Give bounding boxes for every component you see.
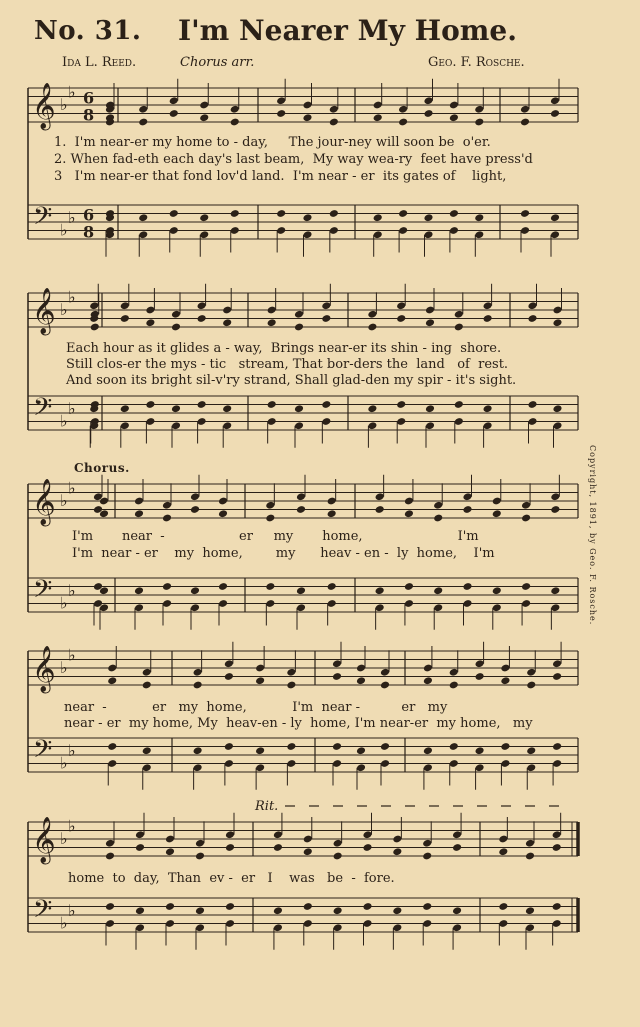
note-head: [449, 742, 459, 751]
note-head: [423, 213, 433, 222]
note-head: [552, 672, 562, 681]
note-head: [302, 113, 312, 122]
note-head: [199, 213, 209, 222]
note-head: [498, 847, 508, 856]
flat-icon: ♭: [68, 645, 76, 665]
note-head: [525, 906, 535, 915]
flat-icon: ♭: [68, 398, 76, 418]
note-head: [492, 509, 502, 518]
note-head: [422, 852, 432, 861]
note-head: [224, 742, 234, 751]
note-head: [449, 681, 459, 690]
flat-icon: ♭: [60, 220, 68, 240]
flat-icon: ♭: [68, 207, 76, 227]
note-head: [423, 676, 433, 685]
note-head: [138, 213, 148, 222]
note-head: [520, 209, 530, 218]
lyricist-credit: Ida L. Reed.: [62, 55, 137, 70]
note-head: [367, 404, 377, 413]
note-head: [273, 843, 283, 852]
time-signature: 6: [83, 205, 95, 225]
flat-icon: ♭: [60, 300, 68, 319]
note-head: [423, 109, 433, 118]
note-head: [483, 314, 493, 323]
flat-icon: ♭: [68, 287, 76, 307]
note-head: [296, 586, 306, 595]
note-head: [454, 400, 464, 409]
note-head: [165, 847, 175, 856]
note-head: [327, 509, 337, 518]
note-head: [474, 213, 484, 222]
note-head: [422, 902, 432, 911]
note-head: [550, 213, 560, 222]
copyright-notice: Copyright, 1891, by Geo. F. Rosche.: [588, 445, 597, 626]
chorus-line-1-upper: I'm near - er my home, I'm: [72, 529, 479, 544]
note-head: [380, 681, 390, 690]
note-head: [454, 323, 464, 332]
note-head: [134, 586, 144, 595]
note-head: [375, 505, 385, 514]
note-head: [404, 509, 414, 518]
note-head: [329, 209, 339, 218]
note-head: [373, 213, 383, 222]
note-head: [521, 582, 531, 591]
note-head: [423, 746, 433, 755]
note-head: [550, 109, 560, 118]
note-head: [526, 746, 536, 755]
note-head: [135, 843, 145, 852]
note-head: [525, 852, 535, 861]
note-head: [449, 113, 459, 122]
note-head: [396, 314, 406, 323]
note-head: [255, 676, 265, 685]
note-head: [398, 118, 408, 127]
ritardando-marking: Rit.: [255, 799, 279, 814]
time-signature: 8: [83, 222, 95, 242]
note-head: [392, 847, 402, 856]
note-head: [462, 505, 472, 514]
note-head: [134, 509, 144, 518]
note-head: [224, 672, 234, 681]
note-head: [492, 586, 502, 595]
note-head: [475, 672, 485, 681]
note-head: [527, 314, 537, 323]
flat-icon: ♭: [60, 753, 68, 773]
note-head: [373, 113, 383, 122]
note-head: [398, 209, 408, 218]
composer-credit: Geo. F. Rosche.: [428, 55, 525, 70]
verse-3-line-2: And soon its bright sil-v'ry strand, Shall glad-den my spir - it's sight.: [66, 373, 517, 388]
note-head: [286, 681, 296, 690]
note-head: [199, 113, 209, 122]
note-head: [171, 404, 181, 413]
note-head: [500, 676, 510, 685]
note-head: [329, 118, 339, 127]
verse-2-line-2: Still clos-er the mys - tic stream, That bor-ders the land of rest.: [66, 357, 509, 372]
note-head: [552, 318, 562, 327]
treble-clef-icon: 𝄞: [32, 83, 56, 129]
note-head: [265, 514, 275, 523]
note-head: [169, 109, 179, 118]
chorus-label: Chorus.: [74, 461, 130, 475]
note-head: [362, 902, 372, 911]
note-head: [286, 742, 296, 751]
flat-icon: ♭: [68, 82, 76, 102]
note-head: [332, 672, 342, 681]
note-head: [552, 902, 562, 911]
note-head: [333, 906, 343, 915]
note-head: [521, 514, 531, 523]
note-head: [190, 586, 200, 595]
flat-icon: ♭: [68, 816, 76, 836]
note-head: [193, 746, 203, 755]
note-head: [520, 118, 530, 127]
note-head: [218, 509, 228, 518]
note-head: [500, 742, 510, 751]
note-head: [475, 746, 485, 755]
note-head: [452, 843, 462, 852]
final-line: home to day, Than ev - er I was be - fore.: [68, 871, 395, 886]
note-head: [105, 852, 115, 861]
note-head: [321, 400, 331, 409]
note-head: [222, 318, 232, 327]
note-head: [392, 906, 402, 915]
time-signature: 8: [83, 105, 95, 125]
flat-icon: ♭: [60, 491, 68, 510]
note-head: [230, 209, 240, 218]
note-head: [225, 902, 235, 911]
treble-clef-icon: 𝄞: [32, 817, 56, 863]
bass-clef-icon: 𝄢: [33, 575, 53, 610]
note-head: [367, 323, 377, 332]
note-head: [218, 582, 228, 591]
flat-icon: ♭: [60, 95, 68, 114]
note-head: [193, 681, 203, 690]
note-head: [222, 404, 232, 413]
note-head: [197, 314, 207, 323]
flat-icon: ♭: [68, 580, 76, 600]
note-head: [452, 906, 462, 915]
note-head: [302, 213, 312, 222]
note-head: [105, 902, 115, 911]
note-head: [90, 323, 100, 332]
bass-clef-icon: 𝄢: [33, 202, 53, 237]
verse-1-line-2: Each hour as it glides a - way, Brings near-er its shin - ing shore.: [66, 341, 502, 356]
note-head: [527, 400, 537, 409]
note-head: [230, 118, 240, 127]
verse-3-line-1: 3 I'm near-er that fond lov'd land. I'm near - er its gates of light,: [54, 169, 507, 184]
note-head: [433, 514, 443, 523]
note-head: [333, 852, 343, 861]
note-head: [169, 209, 179, 218]
note-head: [425, 404, 435, 413]
note-head: [162, 514, 172, 523]
note-head: [550, 505, 560, 514]
note-head: [142, 681, 152, 690]
note-head: [120, 404, 130, 413]
note-head: [303, 847, 313, 856]
note-head: [433, 586, 443, 595]
note-head: [197, 400, 207, 409]
note-head: [375, 586, 385, 595]
note-head: [135, 906, 145, 915]
flat-icon: ♭: [60, 829, 68, 848]
note-head: [195, 852, 205, 861]
treble-clef-icon: 𝄞: [32, 646, 56, 692]
note-head: [190, 505, 200, 514]
note-head: [107, 676, 117, 685]
note-head: [145, 400, 155, 409]
note-head: [552, 404, 562, 413]
note-head: [550, 586, 560, 595]
note-head: [267, 400, 277, 409]
note-head: [296, 505, 306, 514]
note-head: [294, 323, 304, 332]
note-head: [107, 742, 117, 751]
note-head: [267, 318, 277, 327]
note-head: [265, 582, 275, 591]
note-head: [526, 681, 536, 690]
note-head: [474, 118, 484, 127]
note-head: [171, 323, 181, 332]
verse-1-line-1: 1. I'm near-er my home to - day, The jour-ney will soon be o'er.: [54, 135, 491, 150]
note-head: [225, 843, 235, 852]
note-head: [294, 404, 304, 413]
hymn-title: I'm Nearer My Home.: [178, 14, 517, 47]
note-head: [498, 902, 508, 911]
flat-icon: ♭: [60, 658, 68, 677]
note-head: [165, 902, 175, 911]
note-head: [273, 906, 283, 915]
chorus-line-1-lower: I'm near - er my home, my heav - en - ly home, I'm: [72, 546, 495, 561]
bass-clef-icon: 𝄢: [33, 735, 53, 770]
flat-icon: ♭: [60, 411, 68, 431]
note-head: [362, 843, 372, 852]
note-head: [449, 209, 459, 218]
note-head: [396, 400, 406, 409]
note-head: [380, 742, 390, 751]
note-head: [327, 582, 337, 591]
note-head: [276, 209, 286, 218]
hymn-number: No. 31.: [34, 16, 142, 46]
note-head: [425, 318, 435, 327]
arrangement-credit: Chorus arr.: [180, 55, 255, 70]
note-head: [145, 318, 155, 327]
flat-icon: ♭: [60, 593, 68, 613]
note-head: [162, 582, 172, 591]
flat-icon: ♭: [68, 478, 76, 498]
flat-icon: ♭: [60, 913, 68, 933]
note-head: [462, 582, 472, 591]
note-head: [356, 746, 366, 755]
flat-icon: ♭: [68, 740, 76, 760]
chorus-line-2-lower: near - er my home, My heav-en - ly home, I'm near-er my home, my: [64, 716, 533, 731]
note-head: [552, 742, 562, 751]
note-head: [552, 843, 562, 852]
note-head: [483, 404, 493, 413]
note-head: [195, 906, 205, 915]
chorus-line-2-upper: near - er my home, I'm near - er my: [64, 700, 448, 715]
note-head: [321, 314, 331, 323]
time-signature: 6: [83, 88, 95, 108]
note-head: [120, 314, 130, 323]
note-head: [303, 902, 313, 911]
note-head: [142, 746, 152, 755]
note-head: [356, 676, 366, 685]
bass-clef-icon: 𝄢: [33, 895, 53, 930]
bass-clef-icon: 𝄢: [33, 393, 53, 428]
note-head: [276, 109, 286, 118]
treble-clef-icon: 𝄞: [32, 288, 56, 334]
note-head: [404, 582, 414, 591]
note-head: [138, 118, 148, 127]
verse-2-line-1: 2. When fad-eth each day's last beam, My way wea-ry feet have press'd: [54, 152, 533, 167]
treble-clef-icon: 𝄞: [32, 479, 56, 525]
flat-icon: ♭: [68, 900, 76, 920]
note-head: [255, 746, 265, 755]
note-head: [332, 742, 342, 751]
